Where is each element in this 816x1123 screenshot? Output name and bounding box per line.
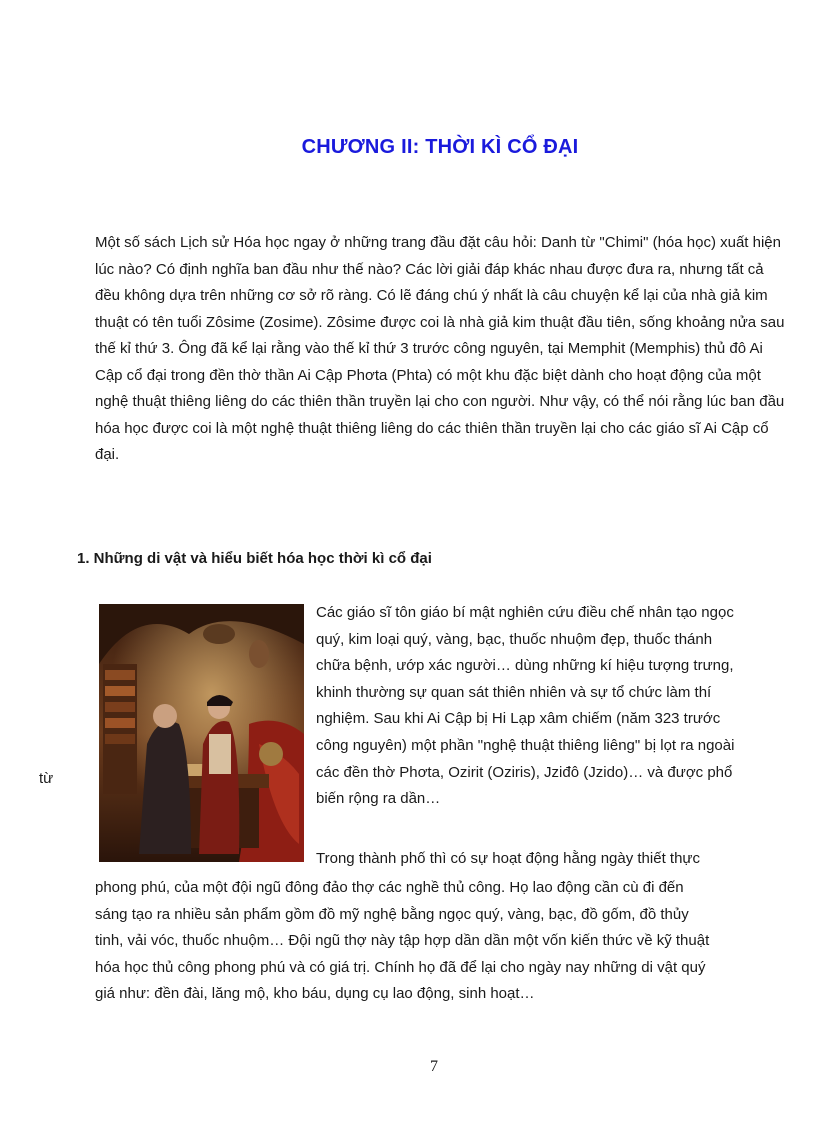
page-number: 7 <box>430 1058 438 1075</box>
side-line: chữa bệnh, ướp xác người… dùng những kí hiệu tượng trưng, <box>316 657 734 675</box>
side-line: công nguyên) một phần "nghệ thuật thiêng liêng" bị lọt ra ngoài <box>316 736 735 754</box>
side-line: Các giáo sĩ tôn giáo bí mật nghiên cứu điều chế nhân tạo ngọc <box>316 604 734 621</box>
intro-paragraph: Một số sách Lịch sử Hóa học ngay ở những trang đầu đặt câu hỏi: Danh từ "Chimi" (hóa học) xuất hiện lúc nào? Có định nghĩa ban đầu như thế nào? Các lời giải đáp khác nhau được đưa ra, nhưng tất cả đều không dựa trên những cơ sở rõ ràng. Có lẽ đáng chú ý nhất là câu chuyện kể lại của nhà giả kim thuật có tên tuổi Zôsime (Zosime). Zôsime được coi là nhà giả kim thuật đầu tiên, sống khoảng nửa sau thế kỉ thứ 3. Ông đã kể lại rằng vào thế kỉ thứ 3 trước công nguyên, tại Memphit (Memphis) thủ đô Ai Cập cổ đại trong đền thờ thần Ai Cập Phơta (Phta) có một khu đặc biệt dành cho hoạt động của một nghệ thuật thiêng liêng do các thiên thần truyền lại cho con người. Như vậy, có thể nói rằng lúc ban đầu hóa học được coi là một nghệ thuật thiêng liêng do các thiên thần truyền lại cho các giáo sĩ Ai Cập cổ đại. <box>95 234 785 463</box>
side-line: nghiệm. Sau khi Ai Cập bị Hi Lạp xâm chiếm (năm 323 trước <box>316 710 721 728</box>
side-line: quý, kim loại quý, vàng, bạc, thuốc nhuộm đẹp, thuốc thánh <box>316 630 713 648</box>
paragraph-first-line: Trong thành phố thì có sự hoạt động hằng ngày thiết thực <box>316 850 700 867</box>
side-paragraph <box>316 600 778 813</box>
paragraph-line: giá như: đền đài, lăng mộ, kho báu, dụng cụ lao động, sinh hoạt… <box>95 985 535 1002</box>
stray-word: từ <box>39 770 54 787</box>
alchemist-painting <box>99 604 304 862</box>
side-line: khinh thường sự quan sát thiên nhiên và sự tổ chức làm thí <box>316 683 712 701</box>
paragraph-line: phong phú, của một đội ngũ đông đảo thợ các nghề thủ công. Họ lao động cần cù đi đến <box>95 879 684 896</box>
paragraph-line: sáng tạo ra nhiều sản phẩm gồm đồ mỹ nghệ bằng ngọc quý, vàng, bạc, đồ gốm, đồ thủy <box>95 905 689 923</box>
chapter-title: CHƯƠNG II: THỜI KÌ CỔ ĐẠI <box>301 136 579 158</box>
side-line: biến rộng ra dần… <box>316 790 441 808</box>
alchemist-painting-image <box>99 604 304 862</box>
side-line: các đền thờ Phơta, Ozirit (Oziris), Jziđô (Jzido)… và được phổ <box>316 763 733 781</box>
paragraph-line: tinh, vải vóc, thuốc nhuộm… Đội ngũ thợ này tập hợp dần dần một vốn kiến thức về kỹ thuật <box>95 932 710 949</box>
paragraph-line: hóa học thủ công phong phú và có giá trị. Chính họ đã để lại cho ngày nay những di vật quý <box>95 958 706 976</box>
crafts-paragraph <box>95 875 785 1008</box>
section-heading: 1. Những di vật và hiểu biết hóa học thời kì cổ đại <box>77 550 432 567</box>
